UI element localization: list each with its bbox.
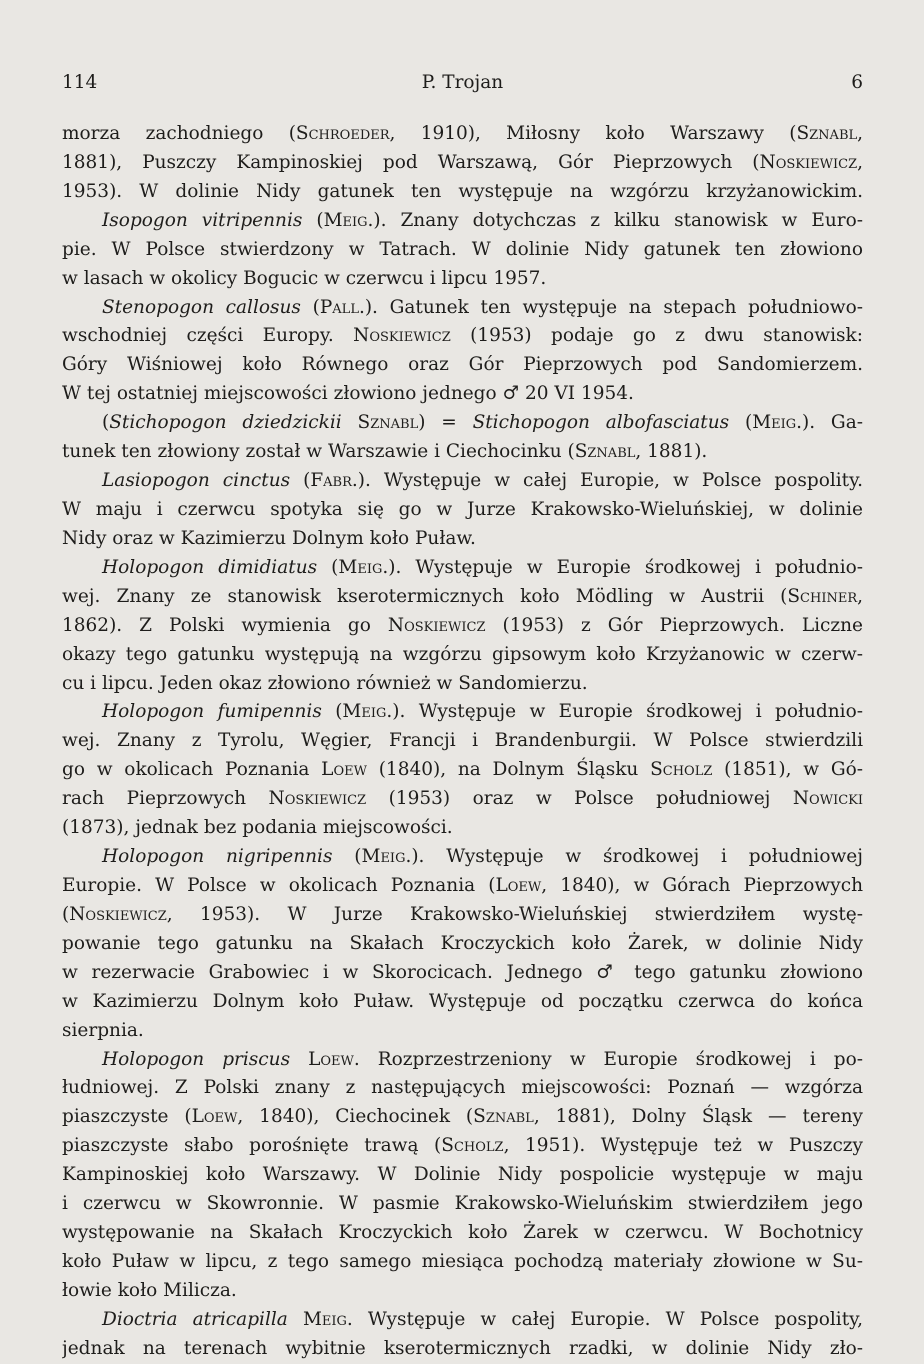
text-segment: w lasach w okolicy Bogucic w czerwcu i lipcu 1957. [62, 267, 547, 289]
author-name: Loew [308, 1048, 354, 1070]
text-line [62, 843, 863, 872]
author-name: Loew [495, 874, 542, 896]
text-line [62, 1132, 863, 1161]
text-line [62, 785, 863, 814]
author-name: Sznabl [357, 412, 419, 434]
author-name: Sznabl [796, 123, 858, 144]
text-segment: ( [102, 412, 110, 434]
species-name: Holopogon nigripennis [102, 846, 333, 868]
text-segment: , 1840), w Górach Pieprzowych [541, 874, 863, 896]
text-line [62, 1074, 863, 1103]
author-name: Loew [321, 759, 367, 781]
text-line [62, 1306, 863, 1335]
text-line [62, 409, 863, 438]
text-line [62, 959, 863, 988]
text-line [62, 1103, 863, 1132]
species-name: Holopogon fumipennis [102, 701, 322, 723]
text-line [62, 236, 863, 265]
text-line [62, 1248, 863, 1277]
author-name: Noskiewicz [759, 151, 858, 173]
text-line [62, 149, 863, 178]
text-segment: .). Znany dotychczas z kilku stanowisk w Euro- [367, 209, 863, 231]
text-segment: ( [332, 846, 362, 868]
author-name: Fabr [310, 470, 352, 492]
text-segment [290, 1049, 308, 1070]
text-segment: ( [302, 209, 324, 231]
text-line [62, 583, 863, 612]
species-name: Holopogon dimidiatus [102, 556, 318, 578]
author-name: Meig [338, 556, 383, 578]
text-segment: . Występuje w całej Europie. W Polsce pospolity, [346, 1308, 863, 1330]
author-name: Scholz [441, 1135, 504, 1157]
text-line [62, 1335, 863, 1364]
text-segment: Europie. W Polsce w okolicach Poznania ( [62, 874, 496, 896]
author-name: Scholz [650, 759, 713, 781]
author-name: Schiner [787, 585, 858, 607]
text-segment: W tej ostatniej miejscowości złowiono jednego ♂ 20 VI 1954. [62, 383, 634, 405]
text-segment: sierpnia. [62, 1019, 144, 1041]
text-segment: .). Występuje w Europie środkowej i południo- [382, 556, 863, 578]
author-name: Noskiewicz [69, 903, 167, 925]
text-segment: okazy tego gatunku występują na wzgórzu gipsowym koło Krzyżanowic w czerw- [62, 643, 863, 665]
text-line [62, 265, 863, 294]
text-line [62, 612, 863, 641]
text-line [62, 351, 863, 380]
author-name: Pall [319, 296, 359, 318]
text-segment: wej. Znany ze stanowisk kserotermicznych koło Mödling w Austrii ( [62, 585, 788, 607]
text-segment: cu i lipcu. Jeden okaz złowiono również w Sandomierzu. [62, 672, 588, 694]
species-name: Lasiopogon cinctus [102, 470, 291, 492]
text-segment: , 1910), Miłosny koło Warszawy ( [389, 123, 797, 144]
species-name: Stichopogon dziedzickii [109, 412, 342, 434]
text-segment: , 1881). [635, 441, 708, 463]
text-line [62, 438, 863, 467]
text-segment: występowanie na Skałach Kroczyckich koło Żarek w czerwcu. W Bochotnicy [62, 1222, 863, 1244]
text-line [62, 467, 863, 496]
text-line [62, 988, 863, 1017]
text-segment: W maju i czerwcu spotyka się go w Jurze Krakowsko-Wieluńskiej, w dolinie [62, 498, 863, 520]
text-segment: w rezerwacie Grabowiec i w Skorocicach. Jednego ♂ tego gatunku złowiono [62, 961, 863, 983]
text-segment: (1840), na Dolnym Śląsku [366, 759, 651, 781]
text-segment: wschodniej części Europy. [62, 325, 354, 347]
running-header [62, 72, 863, 108]
species-name: Stichopogon albofasciatus [472, 412, 730, 434]
body-text [62, 120, 863, 1364]
text-line [62, 1219, 863, 1248]
text-line [62, 1046, 863, 1075]
text-segment: koło Puław w lipcu, z tego samego miesiąca pochodzą materiały złowione w Su- [62, 1250, 863, 1272]
text-line [62, 698, 863, 727]
text-line [62, 178, 863, 207]
text-segment: , 1881), Dolny Śląsk — tereny [533, 1106, 863, 1128]
text-line [62, 1190, 863, 1219]
text-segment: , [857, 151, 863, 173]
page [62, 72, 863, 1364]
text-segment: 1862). Z Polski wymienia go [62, 614, 388, 636]
author-name: Sznabl [574, 441, 636, 463]
text-segment: Kampinoskiej koło Warszawy. W Dolinie Nidy pospolicie występuje w maju [62, 1164, 863, 1186]
text-line [62, 901, 863, 930]
text-segment: . Rozprzestrzeniony w Europie środkowej i po- [353, 1048, 863, 1070]
text-line [62, 120, 863, 149]
text-segment: rach Pieprzowych [62, 788, 269, 810]
species-name: Holopogon priscus [102, 1048, 291, 1070]
running-title: P. Trojan [421, 72, 504, 93]
text-line [62, 930, 863, 959]
text-segment: i czerwcu w Skowronnie. W pasmie Krakowsko-Wieluńskim stwierdziłem jego [62, 1193, 863, 1215]
text-segment: (1851), w Gó- [712, 759, 863, 781]
text-segment: ( [62, 903, 70, 925]
text-segment: ( [317, 556, 339, 578]
text-line [62, 756, 863, 785]
text-segment: powanie tego gatunku na Skałach Kroczyckich koło Żarek, w dolinie Nidy [62, 932, 863, 954]
text-segment: .). Występuje w całej Europie, w Polsce pospolity. [351, 470, 863, 492]
text-line [62, 380, 863, 409]
author-name: Meig [323, 209, 368, 231]
text-segment: Nidy oraz w Kazimierzu Dolnym koło Puław. [62, 527, 476, 549]
author-name: Meig [361, 846, 406, 868]
text-segment: ) = [418, 412, 473, 434]
page-number: 114 [62, 72, 98, 93]
text-segment: 1881), Puszczy Kampinoskiej pod Warszawą, Gór Pieprzowych ( [62, 151, 760, 173]
text-segment: wej. Znany z Tyrolu, Węgier, Francji i Brandenburgii. W Polsce stwierdzili [62, 730, 863, 752]
author-name: Meig [342, 701, 387, 723]
text-segment: (1953) podaje go z dwu stanowisk: [450, 325, 863, 347]
author-name: Meig [302, 1308, 347, 1330]
text-segment: jednak na terenach wybitnie kserotermicznych rzadki, w dolinie Nidy zło- [62, 1337, 863, 1359]
text-segment: tunek ten złowiony został w Warszawie i Ciechocinku ( [62, 441, 575, 463]
text-segment: go w okolicach Poznania [62, 759, 322, 781]
text-line [62, 872, 863, 901]
text-line [62, 641, 863, 670]
text-segment: pie. W Polsce stwierdzony w Tatrach. W dolinie Nidy gatunek ten złowiono [62, 238, 863, 260]
author-name: Noskiewicz [268, 788, 367, 810]
text-segment: Góry Wiśniowej koło Równego oraz Gór Pieprzowych pod Sandomierzem. [62, 354, 863, 376]
text-segment: ( [321, 701, 343, 723]
text-segment: .). Ga- [796, 412, 863, 434]
author-name: Meig [752, 412, 797, 434]
text-segment: , 1951). Występuje też w Puszczy [503, 1135, 863, 1157]
species-name: Stenopogon callosus [102, 296, 301, 318]
text-segment: (1953) oraz w Polsce południowej [366, 788, 793, 810]
text-line [62, 670, 863, 699]
section-number: 6 [851, 72, 863, 93]
text-segment: , [857, 123, 863, 144]
text-segment: .). Występuje w środkowej i południowej [405, 846, 863, 868]
species-name: Isopogon vitripennis [102, 209, 303, 231]
author-name: Loew [191, 1106, 238, 1128]
text-line [62, 1277, 863, 1306]
text-segment: 1953). W dolinie Nidy gatunek ten występuje na wzgórzu krzyżanowickim. [62, 180, 863, 202]
text-line [62, 294, 863, 323]
text-line [62, 1161, 863, 1190]
text-segment: ( [300, 296, 320, 318]
text-line [62, 814, 863, 843]
author-name: Schroeder [295, 123, 390, 144]
text-segment: ( [729, 412, 753, 434]
text-segment: piaszczyste ( [62, 1106, 192, 1128]
species-name: Dioctria atricapilla [102, 1308, 288, 1330]
text-segment: morza zachodniego ( [62, 123, 296, 144]
text-segment: łowie koło Milicza. [62, 1279, 237, 1301]
text-line [62, 207, 863, 236]
author-name: Noskiewicz [353, 325, 451, 347]
text-line [62, 525, 863, 554]
text-segment: (1953) z Gór Pieprzowych. Liczne [485, 614, 863, 636]
text-line [62, 554, 863, 583]
text-segment: łudniowej. Z Polski znany z następujących miejscowości: Poznań — wzgórza [62, 1077, 863, 1099]
text-line [62, 1017, 863, 1046]
text-line [62, 496, 863, 525]
text-segment: (1873), jednak bez podania miejscowości. [62, 817, 453, 839]
text-segment: , 1840), Ciechocinek ( [237, 1106, 474, 1128]
text-segment [342, 412, 358, 433]
text-segment: , [857, 585, 863, 607]
text-line [62, 727, 863, 756]
author-name: Sznabl [473, 1106, 534, 1128]
text-segment: .). Występuje w Europie środkowej i południo- [386, 701, 863, 723]
text-segment [288, 1309, 303, 1330]
text-line [62, 322, 863, 351]
text-segment: piaszczyste słabo porośnięte trawą ( [62, 1135, 442, 1157]
text-segment: .). Gatunek ten występuje na stepach południowo- [358, 296, 863, 318]
text-segment: w Kazimierzu Dolnym koło Puław. Występuje od początku czerwca do końca [62, 990, 863, 1012]
author-name: Noskiewicz [387, 614, 486, 636]
text-segment: ( [290, 470, 311, 492]
text-segment: , 1953). W Jurze Krakowsko-Wieluńskiej stwierdziłem wystę- [166, 903, 863, 925]
author-name: Nowicki [792, 788, 863, 810]
